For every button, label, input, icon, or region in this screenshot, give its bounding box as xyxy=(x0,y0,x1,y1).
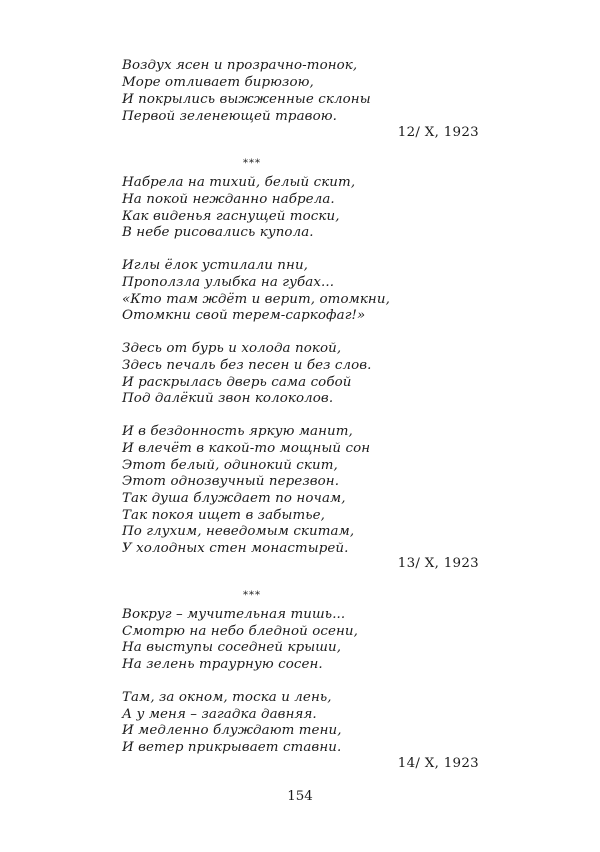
poem2-line: Этот однозвучный перезвон. xyxy=(122,474,340,489)
poem2-line: Как виденья гаснущей тоски, xyxy=(122,209,340,224)
poem3-line: И ветер прикрывает ставни. xyxy=(122,740,342,755)
poem2-line: И раскрылась дверь сама собой xyxy=(122,375,352,390)
poem3-line: На выступы соседней крыши, xyxy=(122,640,342,655)
poem2-line: Здесь печаль без песен и без слов. xyxy=(122,358,372,373)
poem2-line: Проползла улыбка на губах... xyxy=(122,275,335,290)
poem3-date: 14/ X, 1923 xyxy=(397,756,479,771)
poem2-line: Этот белый, одинокий скит, xyxy=(122,458,338,473)
poem2-line: В небе рисовались купола. xyxy=(122,225,314,240)
poem2-line: На покой нежданно набрела. xyxy=(122,192,335,207)
poem2-separator: *** xyxy=(243,158,261,169)
poem2-line: Так покоя ищет в забытье, xyxy=(122,508,326,523)
poem2-line: Иглы ёлок устилали пни, xyxy=(122,258,309,273)
poem3-line: А у меня – загадка давняя. xyxy=(122,707,317,722)
page-number: 154 xyxy=(287,789,313,804)
poem3-separator: *** xyxy=(243,590,261,601)
poem2-line: И влечёт в какой-то мощный сон xyxy=(122,441,371,456)
poem1-line: Воздух ясен и прозрачно-тонок, xyxy=(122,58,358,73)
poem3-line: Там, за окном, тоска и лень, xyxy=(122,690,332,705)
poem2-line: Набрела на тихий, белый скит, xyxy=(122,175,356,190)
poem3-line: Вокруг – мучительная тишь... xyxy=(122,607,346,622)
poem2-date: 13/ X, 1923 xyxy=(397,556,479,571)
poem2-line: Здесь от бурь и холода покой, xyxy=(122,341,342,356)
poem2-line: У холодных стен монастырей. xyxy=(122,541,349,556)
poem2-line: Под далёкий звон колоколов. xyxy=(122,391,334,406)
poem1-line: Первой зеленеющей травою. xyxy=(122,109,337,124)
poem2-line: Отомкни свой терем-саркофаг!» xyxy=(122,308,366,323)
poem3-line: Смотрю на небо бледной осени, xyxy=(122,624,358,639)
poem1-date: 12/ X, 1923 xyxy=(397,125,479,140)
poem1-line: Море отливает бирюзою, xyxy=(122,75,314,90)
poem2-line: По глухим, неведомым скитам, xyxy=(122,524,355,539)
poem3-line: На зелень траурную сосен. xyxy=(122,657,323,672)
poem2-line: «Кто там ждёт и верит, отомкни, xyxy=(122,292,390,307)
poem3-line: И медленно блуждают тени, xyxy=(122,723,342,738)
poem2-line: И в бездонность яркую манит, xyxy=(122,424,353,439)
poem1-line: И покрылись выжженные склоны xyxy=(122,92,371,107)
poem2-line: Так душа блуждает по ночам, xyxy=(122,491,346,506)
